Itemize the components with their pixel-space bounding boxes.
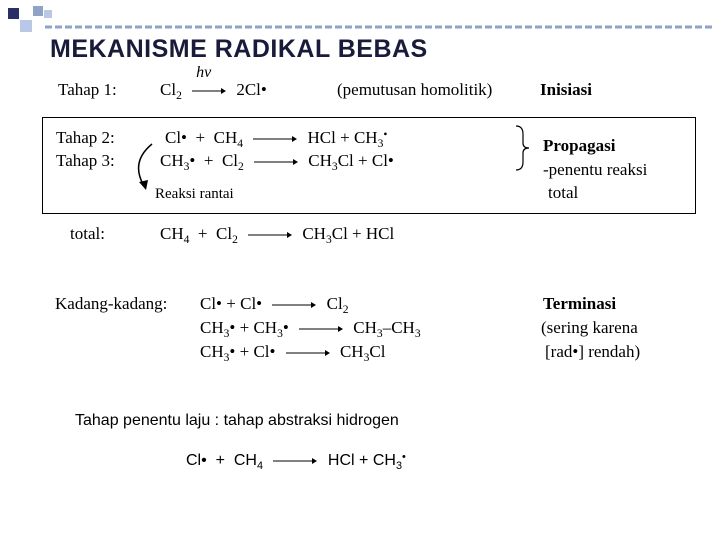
chain-reaction-label: Reaksi rantai xyxy=(155,186,234,202)
step2-equation: Cl• + $CH_4$ HCl + $CH_3^•$ xyxy=(165,127,388,151)
reaction-arrow-icon xyxy=(254,157,298,167)
step1-equation xyxy=(160,64,267,103)
brace-icon xyxy=(514,124,532,172)
termination-row-3: $CH_3•$ + Cl• $CH_3Cl$ xyxy=(200,342,386,365)
termination-note-line3: [rad•] rendah) xyxy=(545,342,641,361)
reaction-arrow-icon xyxy=(272,300,316,310)
stage-initiation: Inisiasi xyxy=(540,80,592,99)
step3-label: Tahap 3: xyxy=(56,151,115,170)
step3-equation: $CH_3• + Cl_2$ $CH_3Cl$ + Cl• xyxy=(160,151,394,174)
reaction-arrow-icon xyxy=(192,86,226,96)
propagation-note-line2: -penentu reaksi xyxy=(543,160,648,179)
step1-reactant: $Cl_2$ xyxy=(160,80,182,103)
reaction-arrow-icon xyxy=(253,134,297,144)
cycle-arrow-icon xyxy=(130,142,160,192)
decor-square-mid xyxy=(33,6,43,16)
stage-termination: Terminasi xyxy=(543,294,617,313)
termination-row-2: $CH_3•$ + $CH_3•$ $CH_3-CH_3$ xyxy=(200,318,421,341)
reaction-arrow-icon xyxy=(286,348,330,358)
page-title: MEKANISME RADIKAL BEBAS xyxy=(50,35,428,63)
decor-square-dark xyxy=(8,8,19,19)
stage-propagation: Propagasi xyxy=(543,136,616,155)
step1-note: (pemutusan homolitik) xyxy=(337,80,493,99)
rate-step-equation: Cl• + $CH_4$ HCl + $CH_3^•$ xyxy=(186,451,406,472)
decor-dotted-line xyxy=(45,24,715,30)
decor-square-mid-2 xyxy=(44,10,52,18)
termination-row-1: Cl• + Cl• $Cl_2$ xyxy=(200,294,349,317)
reaction-arrow-icon xyxy=(273,456,317,466)
step1-product: 2Cl• xyxy=(236,80,267,99)
decor-square-light xyxy=(20,20,32,32)
step1-label: Tahap 1: xyxy=(58,80,117,99)
reaction-arrow-icon xyxy=(299,324,343,334)
termination-label: Kadang-kadang: xyxy=(55,294,168,313)
total-equation: $CH_4 + Cl_2$ $CH_3Cl$ + HCl xyxy=(160,224,395,247)
step1-catalyst: hν xyxy=(196,64,212,81)
rate-step-text: Tahap penentu laju : tahap abstraksi hidrogen xyxy=(75,412,399,429)
reaction-arrow-icon xyxy=(248,230,292,240)
step2-label: Tahap 2: xyxy=(56,128,115,147)
termination-note-line2: (sering karena xyxy=(541,318,638,337)
total-label: total: xyxy=(70,224,105,243)
propagation-note-line3: total xyxy=(548,183,579,202)
